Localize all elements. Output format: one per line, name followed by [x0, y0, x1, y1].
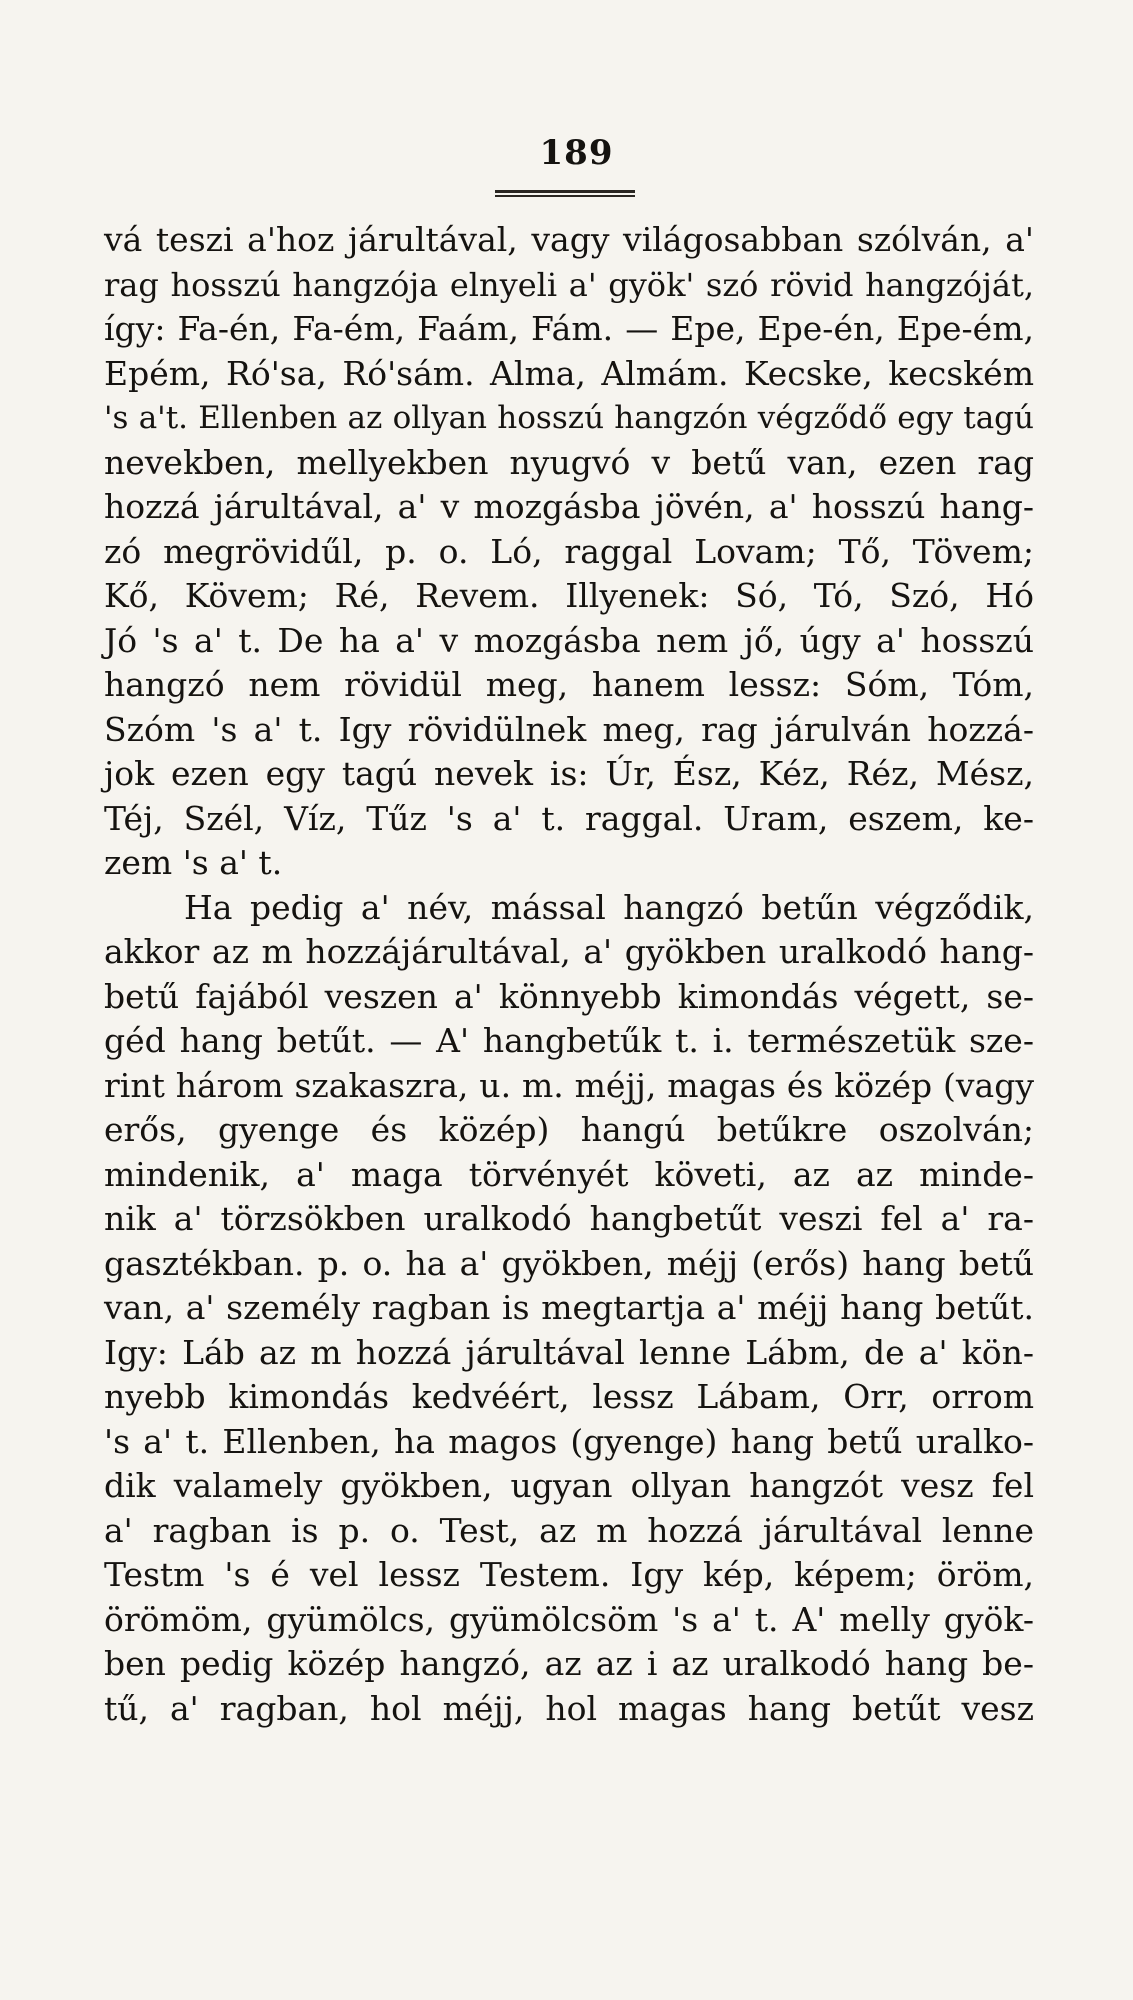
text-line: zem 's a' t. — [104, 843, 283, 882]
text-line: Testm 's é vel lessz Testem. Igy kép, képem; öröm, — [104, 1555, 1034, 1594]
text-line: mindenik, a' maga törvényét követi, az az minde- — [104, 1154, 1034, 1194]
text-line: Kő, Kövem; Ré, Revem. Illyenek: Só, Tó, Szó, Hó — [104, 576, 1034, 615]
text-line: akkor az m hozzájárultával, a' gyökben uralkodó hang- — [104, 932, 1034, 971]
text-line: Szóm 's a' t. Igy rövidülnek meg, rag járulván hozzá- — [104, 709, 1034, 749]
text-line: Jó 's a' t. De ha a' v mozgásba nem jő, úgy a' hosszú — [104, 620, 1034, 660]
text-line: van, a' személy ragban is megtartja a' méjj hang betűt. — [104, 1288, 1034, 1327]
text-line: Téj, Szél, Víz, Tűz 's a' t. raggal. Uram, eszem, ke- — [104, 798, 1034, 838]
text-line: rag hosszú hangzója elnyeli a' gyök' szó rövid hangzóját, — [104, 265, 1034, 304]
header-rule — [495, 190, 635, 198]
text-line: dik valamely gyökben, ugyan ollyan hangzót vesz fel — [104, 1466, 1034, 1505]
text-line: így: Fa-én, Fa-ém, Faám, Fám. — Epe, Epe-én, Epe-ém, — [104, 309, 1034, 348]
text-line: jok ezen egy tagú nevek is: Úr, Ész, Kéz, Réz, Mész, — [104, 754, 1034, 793]
text-line: erős, gyenge és közép) hangú betűkre oszolván; — [104, 1110, 1034, 1149]
text-line: hangzó nem rövidül meg, hanem lessz: Sóm, Tóm, — [104, 665, 1034, 704]
text-line: Igy: Láb az m hozzá járultával lenne Lábm, de a' kön- — [104, 1332, 1034, 1372]
text-line: nyebb kimondás kedvéért, lessz Lábam, Orr, orrom — [104, 1377, 1034, 1416]
text-line: 's a't. Ellenben az ollyan hosszú hangzón végződő egy tagú — [104, 400, 1034, 436]
text-line: géd hang betűt. — A' hangbetűk t. i. természetük sze- — [104, 1021, 1034, 1060]
text-line: tű, a' ragban, hol méjj, hol magas hang betűt vesz — [104, 1688, 1034, 1728]
text-line: zó megrövidűl, p. o. Ló, raggal Lovam; Tő, Tövem; — [104, 531, 1034, 571]
text-line: a' ragban is p. o. Test, az m hozzá járultával lenne — [104, 1510, 1034, 1550]
text-line: gasztékban. p. o. ha a' gyökben, méjj (erős) hang betű — [104, 1243, 1034, 1283]
body-text — [104, 218, 1034, 1731]
text-line: örömöm, gyümölcs, gyümölcsöm 's a' t. A' melly gyök- — [104, 1599, 1034, 1639]
text-line: nik a' törzsökben uralkodó hangbetűt veszi fel a' ra- — [104, 1199, 1034, 1238]
text-line: Ha pedig a' név, mással hangzó betűn végződik, — [184, 887, 1034, 927]
text-line: vá teszi a'hoz járultával, vagy világosabban szólván, a' — [104, 220, 1034, 259]
text-line: nevekben, mellyekben nyugvó v betű van, ezen rag — [104, 442, 1034, 482]
text-line: Epém, Ró'sa, Ró'sám. Alma, Almám. Kecske, kecském — [104, 353, 1034, 393]
text-line: betű fajából veszen a' könnyebb kimondás végett, se- — [104, 976, 1034, 1016]
paragraph-2 — [104, 886, 1034, 1732]
page-number: 189 — [539, 133, 614, 173]
text-line: hozzá járultával, a' v mozgásba jövén, a' hosszú hang- — [104, 487, 1034, 526]
text-line: rint három szakaszra, u. m. méjj, magas és közép (vagy — [104, 1065, 1034, 1105]
text-line: 's a' t. Ellenben, ha magos (gyenge) hang betű uralko- — [104, 1421, 1034, 1461]
paragraph-1 — [104, 218, 1034, 886]
text-line: ben pedig közép hangzó, az az i az uralkodó hang be- — [104, 1644, 1034, 1683]
